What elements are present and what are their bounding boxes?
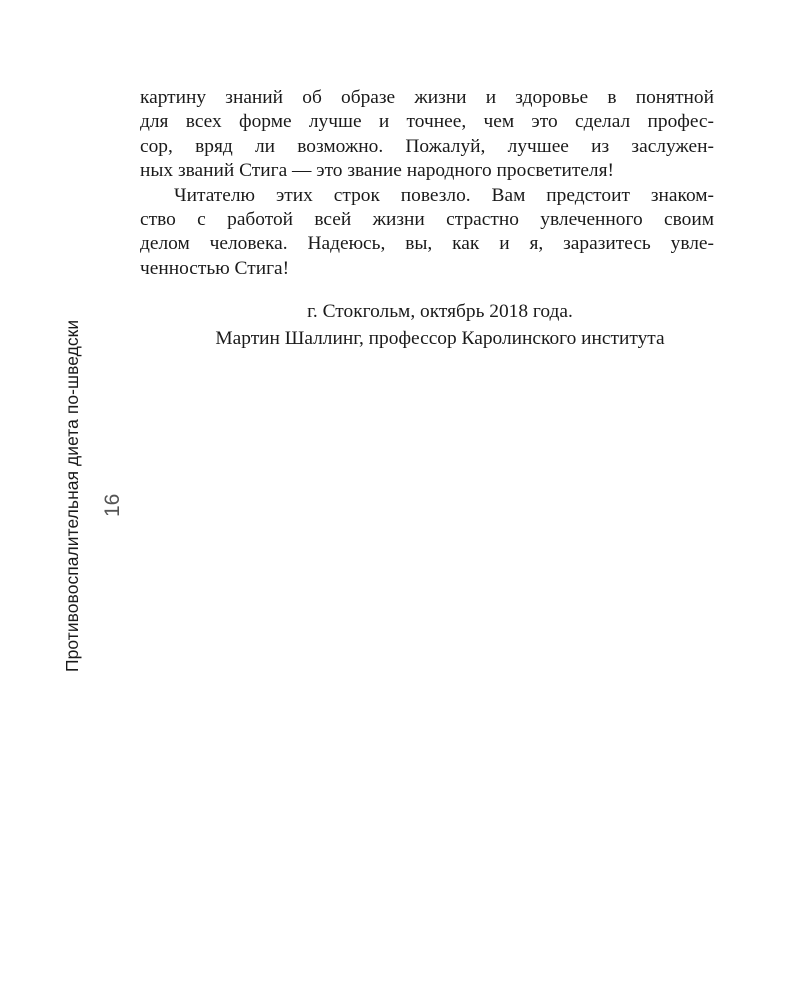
body-text (140, 86, 714, 281)
running-head: Противовоспалительная диета по-шведски (62, 319, 82, 672)
body-line: ство с работой всей жизни страстно увлеченного своим (140, 209, 714, 231)
page-number: 16 (101, 493, 124, 517)
body-line: делом человека. Надеюсь, вы, как и я, заразитесь увле- (140, 233, 714, 255)
signature-block (140, 298, 740, 352)
body-line: Читателю этих строк повезло. Вам предстоит знаком- (174, 184, 714, 206)
place-date: г. Стокгольм, октябрь 2018 года. (307, 301, 573, 322)
body-line: для всех форме лучше и точнее, чем это сделал профес- (140, 111, 714, 133)
author-credit: Мартин Шаллинг, профессор Каролинского института (215, 328, 665, 349)
body-line: сор, вряд ли возможно. Пожалуй, лучшее из заслужен- (140, 135, 714, 157)
body-line: картину знаний об образе жизни и здоровье в понятной (140, 87, 714, 108)
body-line: ченностью Стига! (140, 257, 290, 279)
body-line: ных званий Стига — это звание народного просветителя! (140, 160, 614, 182)
